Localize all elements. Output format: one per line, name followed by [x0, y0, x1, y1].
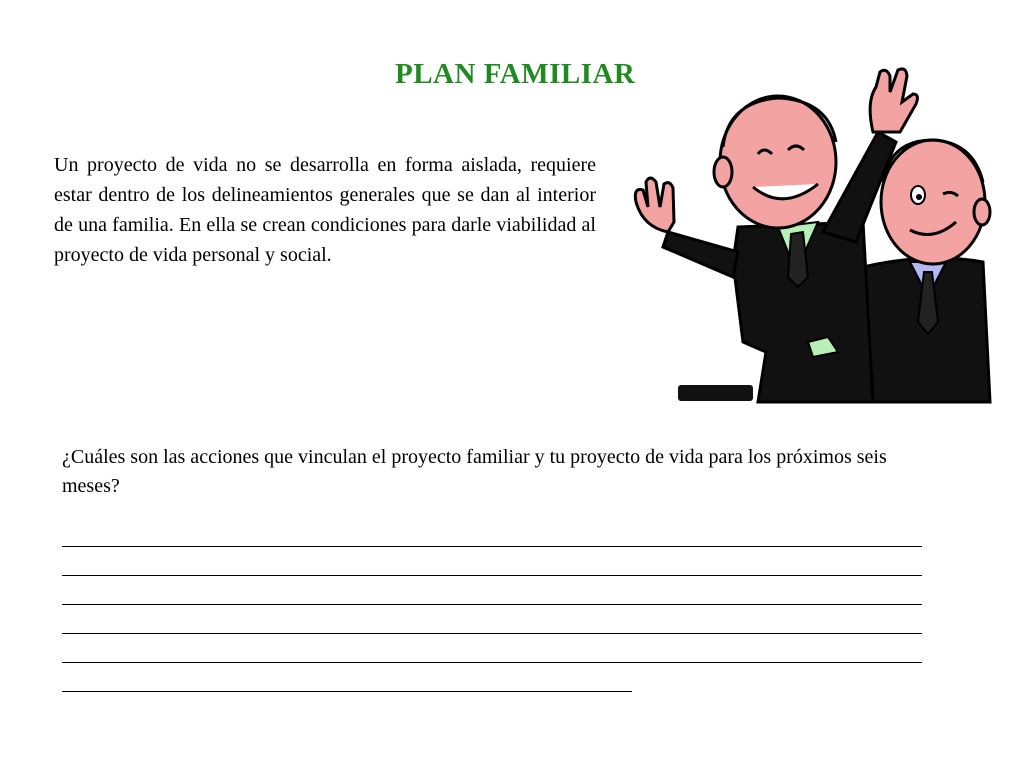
- answer-line[interactable]: [62, 549, 922, 576]
- raised-hand: [870, 69, 917, 132]
- question-prompt: ¿Cuáles son las acciones que vinculan el proyecto familiar y tu proyecto de vida para los próximos seis meses?: [62, 446, 887, 497]
- right-man-head: [881, 140, 985, 264]
- answer-line[interactable]: [62, 520, 922, 547]
- answer-line[interactable]: [62, 607, 922, 634]
- answer-lines: [62, 520, 922, 694]
- answer-line[interactable]: [62, 636, 922, 663]
- waving-hand: [635, 178, 674, 232]
- floor-platform: [678, 385, 753, 401]
- intro-paragraph: Un proyecto de vida no se desarrolla en forma aislada, requiere estar dentro de los delineamientos generales que se dan al interior de una familia. En ella se crean condiciones para darle viabilidad al proyecto de vida personal y social.: [54, 154, 596, 266]
- two-men-cheering-icon: [628, 62, 998, 408]
- answer-line[interactable]: [62, 578, 922, 605]
- answer-line-short[interactable]: [62, 665, 632, 692]
- page-title: PLAN FAMILIAR: [395, 58, 636, 90]
